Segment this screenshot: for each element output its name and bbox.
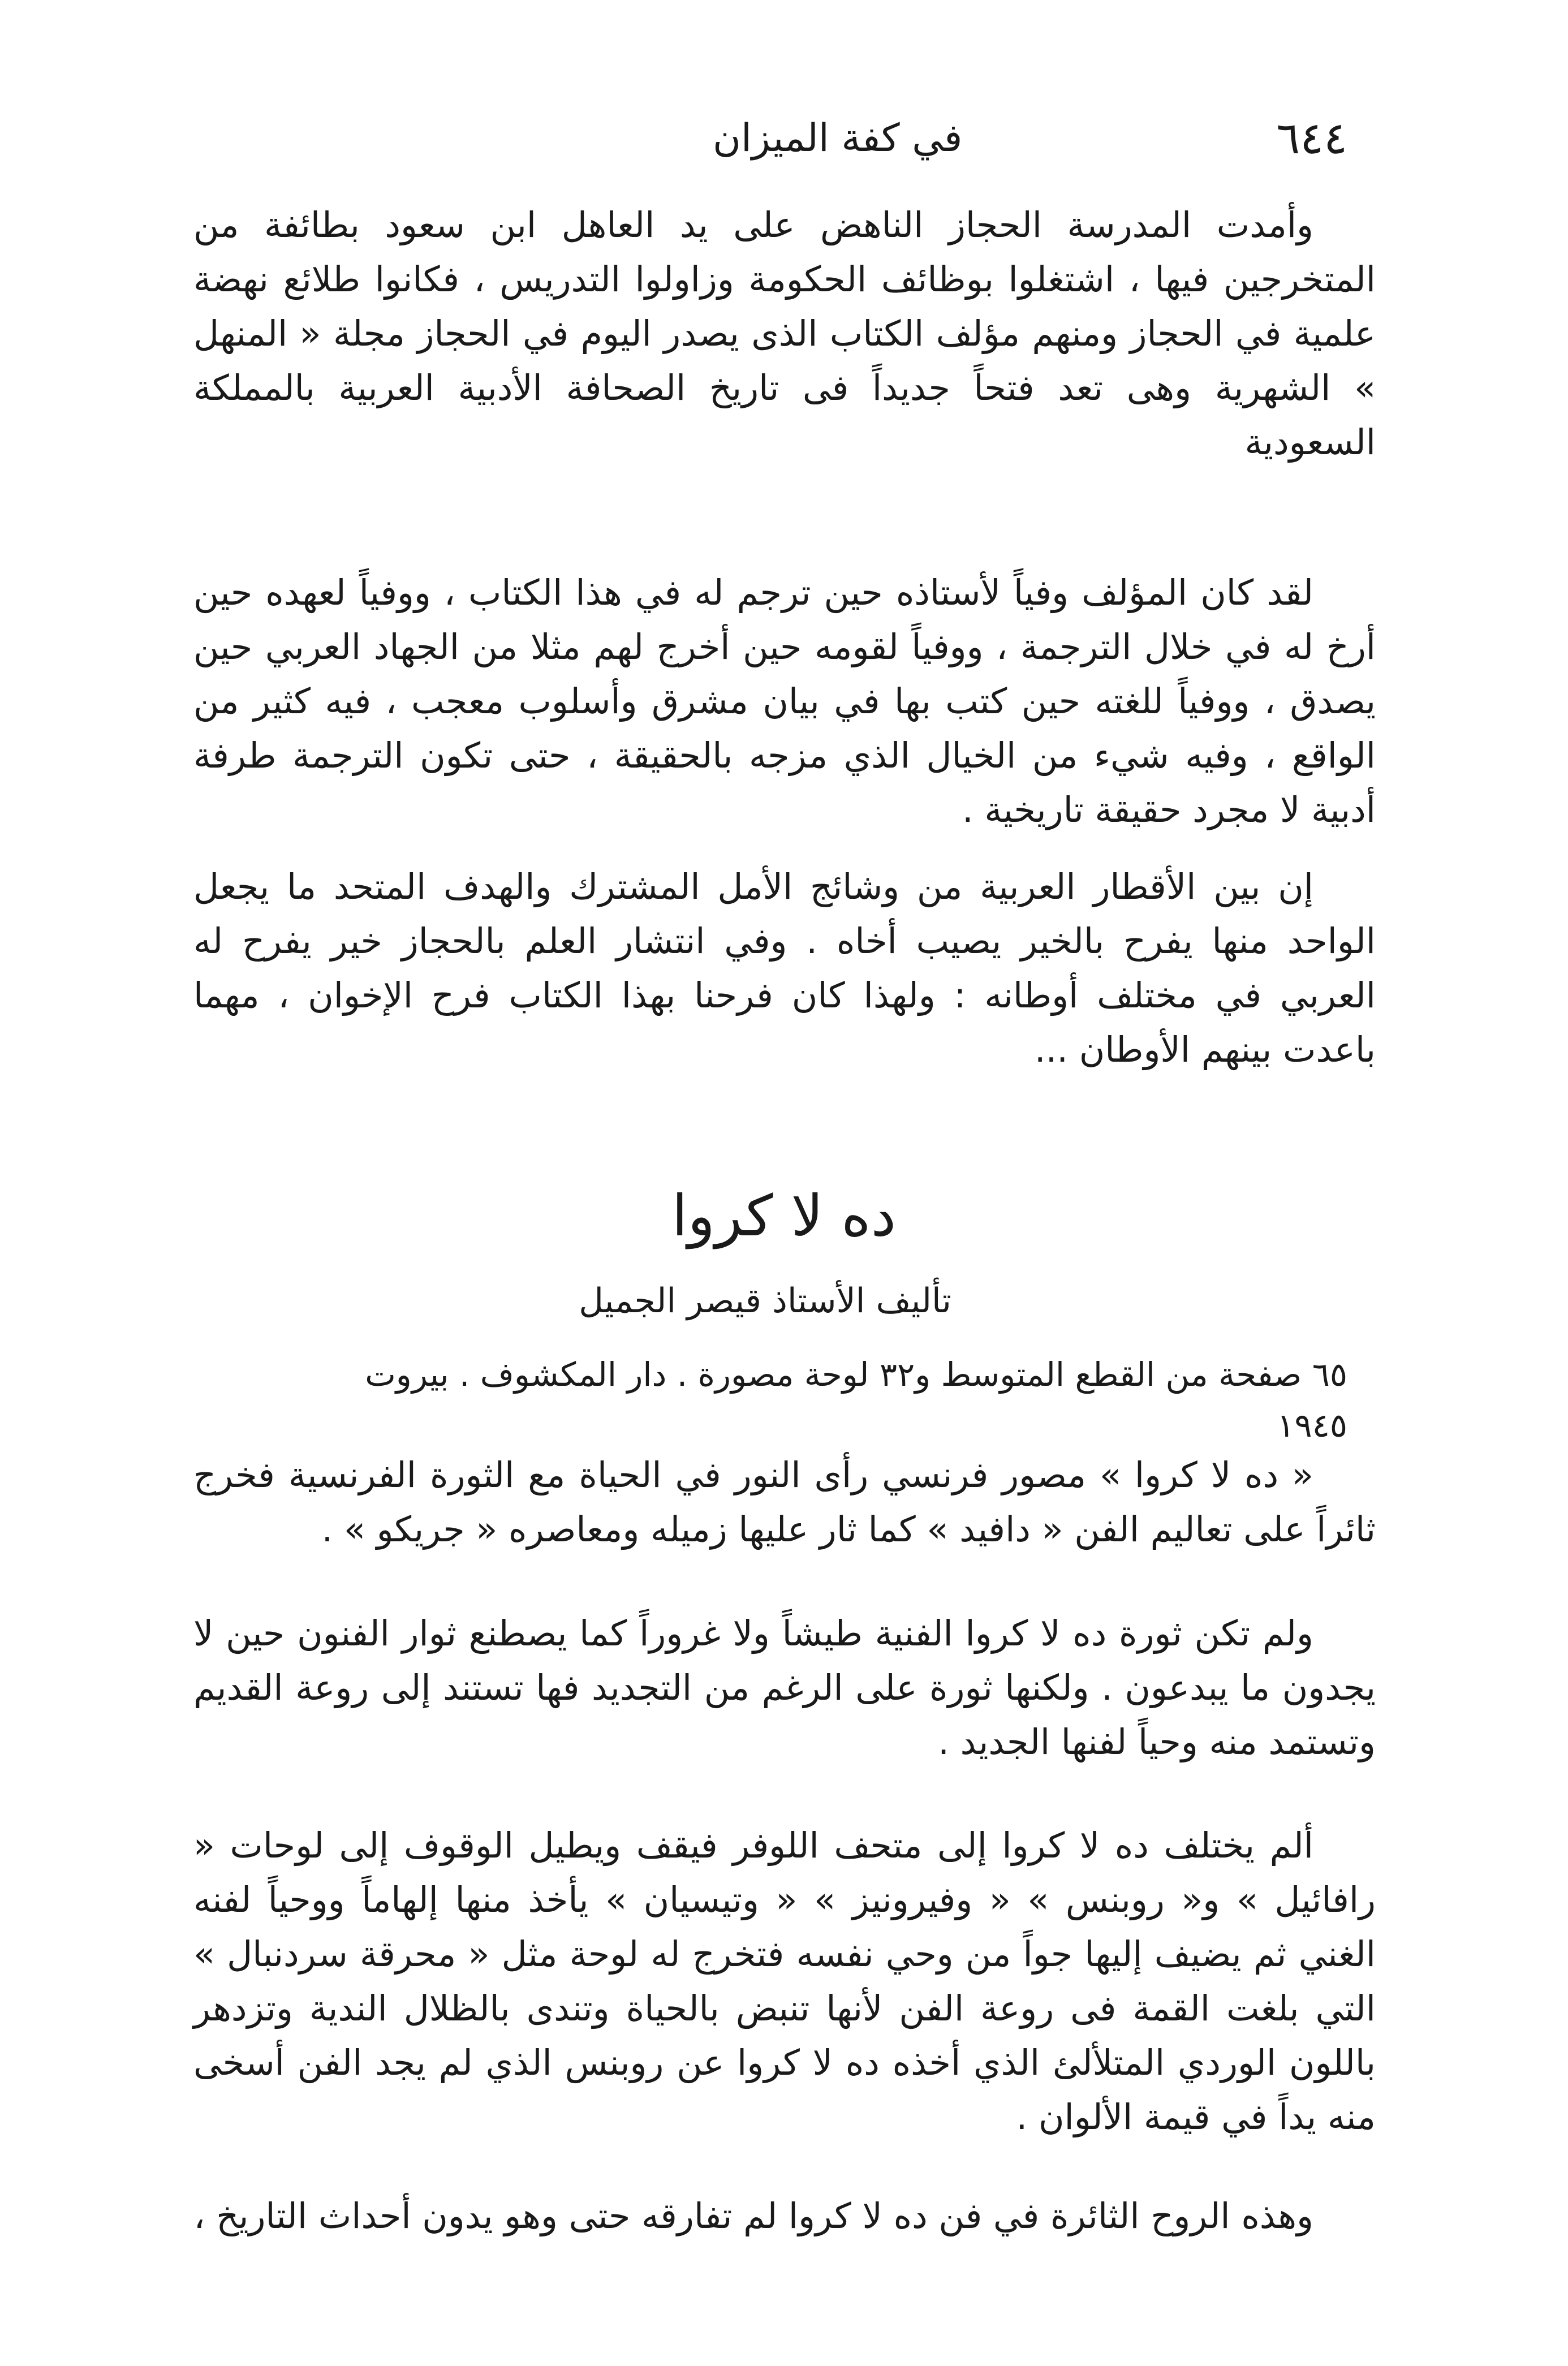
paragraph: لقد كان المؤلف وفياً لأستاذه حين ترجم له في هذا الكتاب ، ووفياً لعهده حين أرخ له في خلال الترجمة ، ووفياً لقومه حين أخرج لهم مثلا من الجهاد العربي حين يصدق ، ووفياً للغته حين كتب بها في بيان مشرق وأسلوب معجب ، فيه كثير من الواقع ، وفيه شيء من الخيال الذي مزجه بالحقيقة ، حتى تكون الترجمة طرفة أدبية لا مجرد حقيقة تاريخية . (193, 572, 1376, 830)
page-number: ٦٤٤ (1276, 113, 1347, 164)
paragraph-block (193, 198, 1376, 469)
paragraph: وأمدت المدرسة الحجاز الناهض على يد العاهل ابن سعود بطائفة من المتخرجين فيها ، اشتغلوا بوظائف الحكومة وزاولوا التدريس ، فكانوا طلائع نهضة علمية في الحجاز ومنهم مؤلف الكتاب الذى يصدر اليوم في الحجاز مجلة « المنهل » الشهرية وهى تعد فتحاً جديداً فى تاريخ الصحافة الأدبية العربية بالمملكة السعودية (193, 204, 1376, 463)
paragraph-block (193, 1818, 1376, 2144)
paragraph-continued: وهذه الروح الثائرة في فن ده لا كروا لم تفارقه حتى وهو يدون أحداث التاريخ ، (193, 2195, 1313, 2236)
paragraph-block (193, 1448, 1376, 1557)
running-title: في كفة الميزان (713, 116, 963, 161)
running-header (0, 107, 1568, 170)
paragraph-block (193, 566, 1376, 837)
paragraph-block (193, 1606, 1376, 1769)
review-author: تأليف الأستاذ قيصر الجميل (579, 1281, 951, 1321)
paragraph-block (193, 860, 1376, 1077)
paragraph: « ده لا كروا » مصور فرنسي رأى النور في الحياة مع الثورة الفرنسية فخرج ثائراً على تعاليم الفن « دافيد » كما ثار عليها زميله ومعاصره « جريكو » . (193, 1454, 1376, 1550)
review-publication-info: ٦٥ صفحة من القطع المتوسط و٣٢ لوحة مصورة . دار المكشوف . بيروت ١٩٤٥ (365, 1355, 1347, 1445)
review-title: ده لا كروا (671, 1183, 897, 1249)
paragraph: ألم يختلف ده لا كروا إلى متحف اللوفر فيقف ويطيل الوقوف إلى لوحات « رافائيل » و« روبنس » « وفيرونيز » « وتيسيان » يأخذ منها إلهاماً ووحياً لفنه الغني ثم يضيف إليها جواً من وحي نفسه فتخرج له لوحة مثل « محرقة سردنبال » التي بلغت القمة فى روعة الفن لأنها تنبض بالحياة وتندى بالظلال الندية وتزدهر باللون الوردي المتلألئ الذي أخذه ده لا كروا عن روبنس الذي لم يجد الفن أسخى منه يداً في قيمة الألوان . (193, 1825, 1376, 2137)
paragraph: إن بين الأقطار العربية من وشائج الأمل المشترك والهدف المتحد ما يجعل الواحد منها يفرح بالخير يصيب أخاه . وفي انتشار العلم بالحجاز خير يفرح له العربي في مختلف أوطانه : ولهذا كان فرحنا بهذا الكتاب فرح الإخوان ، مهما باعدت بينهم الأوطان ... (193, 866, 1376, 1070)
paragraph: ولم تكن ثورة ده لا كروا الفنية طيشاً ولا غروراً كما يصطنع ثوار الفنون حين لا يجدون ما يبدعون . ولكنها ثورة على الرغم من التجديد فها تستند إلى روعة القديم وتستمد منه وحياً لفنها الجديد . (193, 1613, 1376, 1762)
